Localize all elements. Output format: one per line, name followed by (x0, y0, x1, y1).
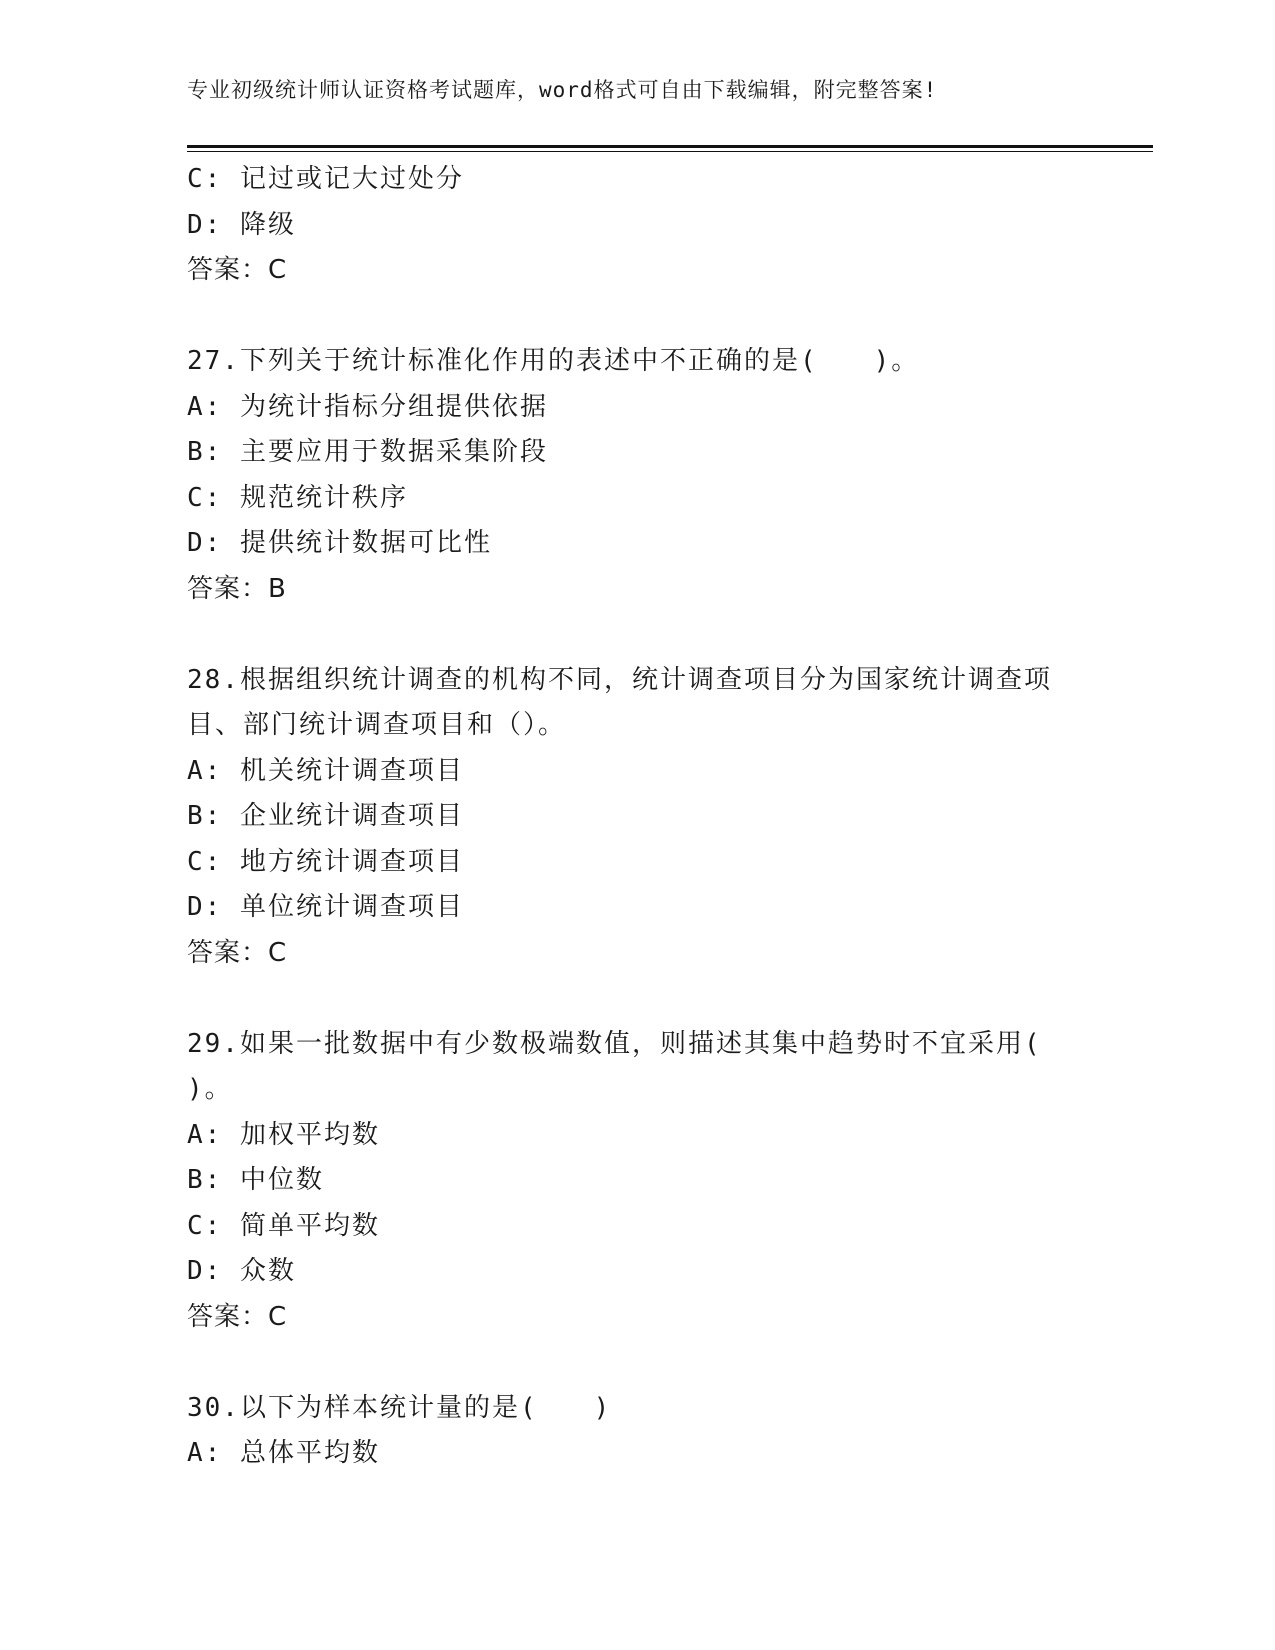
option-c: C: 规范统计秩序 (187, 482, 408, 513)
option-a: A: 加权平均数 (187, 1119, 380, 1150)
option-d: D: 众数 (187, 1256, 296, 1286)
question-stem: 30.以下为样本统计量的是( ) (187, 1392, 612, 1423)
option-b: B: 主要应用于数据采集阶段 (187, 437, 548, 467)
spacer (187, 612, 1087, 658)
spacer (187, 976, 1087, 1022)
option-b: B: 企业统计调查项目 (187, 801, 464, 831)
answer: 答案：C (187, 255, 288, 285)
option-d: D: 提供统计数据可比性 (187, 528, 492, 558)
option-c: C: 记过或记大过处分 (187, 164, 464, 194)
header-rule-thick (187, 145, 1153, 148)
option-c: C: 地方统计调查项目 (187, 846, 464, 877)
option-d: D: 降级 (187, 209, 296, 240)
option-a: A: 总体平均数 (187, 1438, 380, 1468)
page-header: 专业初级统计师认证资格考试题库，word格式可自由下载编辑，附完整答案! (187, 78, 938, 102)
question-stem: 27.下列关于统计标准化作用的表述中不正确的是( )。 (187, 346, 920, 376)
question-stem-continued: )。 (187, 1074, 233, 1104)
question-stem-continued: 目、部门统计调查项目和（）。 (187, 710, 567, 740)
question-stem: 29.如果一批数据中有少数极端数值，则描述其集中趋势时不宜采用( (187, 1028, 1042, 1059)
answer: 答案：C (187, 937, 288, 968)
option-d: D: 单位统计调查项目 (187, 892, 464, 922)
answer: 答案：C (187, 1301, 288, 1332)
answer: 答案：B (187, 573, 287, 604)
spacer (187, 294, 1087, 340)
spacer (187, 1340, 1087, 1386)
option-a: A: 机关统计调查项目 (187, 755, 464, 786)
option-b: B: 中位数 (187, 1165, 324, 1195)
question-stem: 28.根据组织统计调查的机构不同，统计调查项目分为国家统计调查项 (187, 664, 1052, 695)
question-list (187, 157, 1087, 1477)
option-a: A: 为统计指标分组提供依据 (187, 391, 548, 422)
header-rule-thin (187, 151, 1153, 152)
option-c: C: 简单平均数 (187, 1210, 380, 1241)
